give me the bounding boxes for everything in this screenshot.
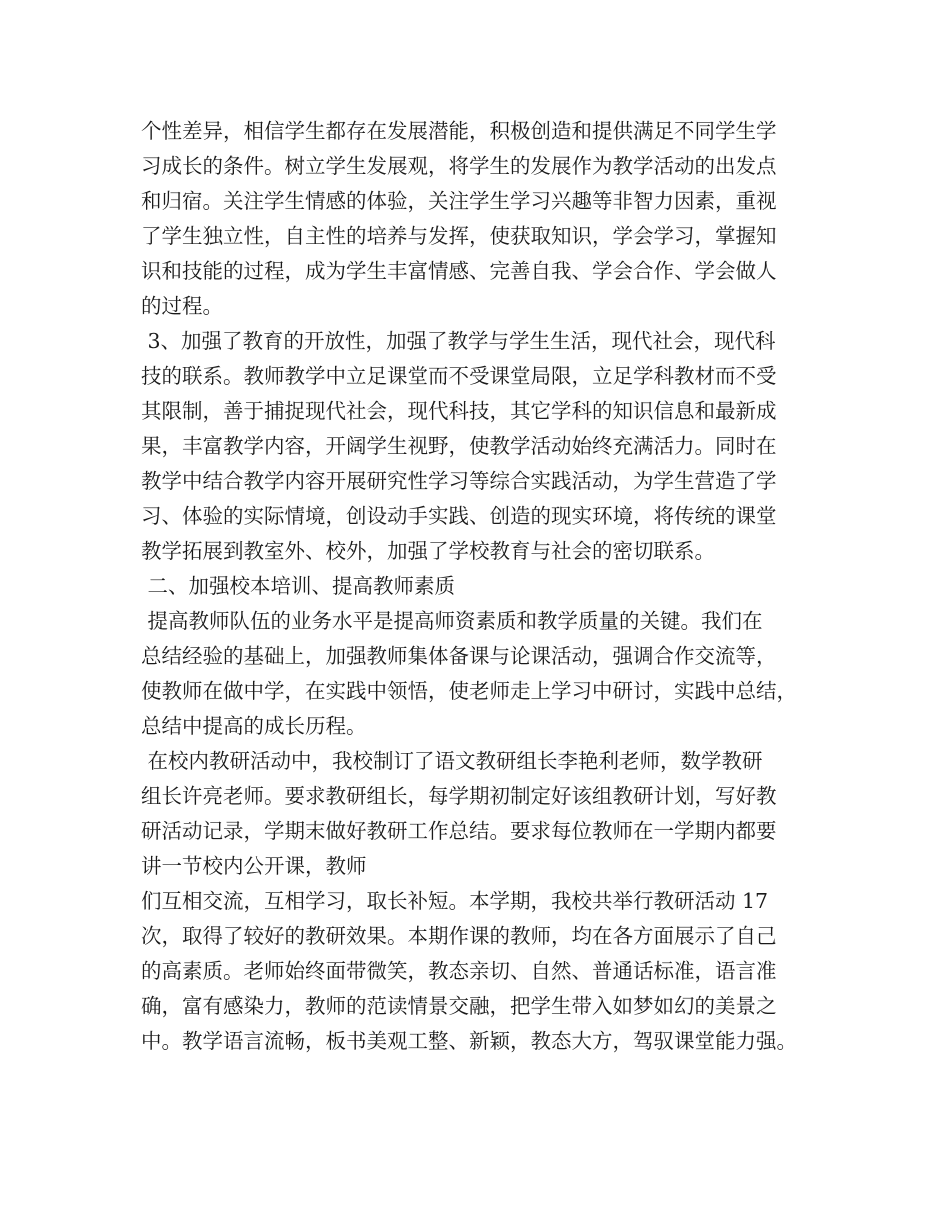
- text-line: 讲一节校内公开课，教师: [141, 854, 367, 878]
- text-line: 个性差异，相信学生都存在发展潜能，积极创造和提供满足不同学生学: [141, 119, 777, 143]
- text-line: 们互相交流，互相学习，取长补短。本学期，我校共举行教研活动 17: [141, 889, 769, 913]
- text-line: 提高教师队伍的业务水平是提高师资素质和教学质量的关键。我们在: [141, 609, 763, 633]
- body-text: [141, 114, 831, 1059]
- text-line: 教学中结合教学内容开展研究性学习等综合实践活动，为学生营造了学: [141, 469, 777, 493]
- text-line: 习成长的条件。树立学生发展观，将学生的发展作为教学活动的出发点: [141, 154, 777, 178]
- text-line: 的高素质。老师始终面带微笑，教态亲切、自然、普通话标准，语言准: [141, 959, 777, 983]
- text-line: 的过程。: [141, 294, 223, 318]
- text-line: 和归宿。关注学生情感的体验，关注学生学习兴趣等非智力因素，重视: [141, 189, 777, 213]
- text-line: 在校内教研活动中，我校制订了语文教研组长李艳利老师，数学教研: [141, 749, 763, 773]
- text-line: 研活动记录，学期末做好教研工作总结。要求每位教师在一学期内都要: [141, 819, 777, 843]
- text-line: 确，富有感染力，教师的范读情景交融，把学生带入如梦如幻的美景之: [141, 994, 777, 1018]
- text-line: 次，取得了较好的教研效果。本期作课的教师，均在各方面展示了自己: [141, 924, 777, 948]
- text-line: 了学生独立性，自主性的培养与发挥，使获取知识，学会学习，掌握知: [141, 224, 777, 248]
- text-line: 其限制，善于捕捉现代社会，现代科技，其它学科的知识信息和最新成: [141, 399, 777, 423]
- text-line: 使教师在做中学，在实践中领悟，使老师走上学习中研讨，实践中总结，: [141, 679, 797, 703]
- text-line: 教学拓展到教室外、校外，加强了学校教育与社会的密切联系。: [141, 539, 715, 563]
- text-line: 习、体验的实际情境，创设动手实践、创造的现实环境，将传统的课堂: [141, 504, 777, 528]
- text-line: 中。教学语言流畅，板书美观工整、新颖，教态大方，驾驭课堂能力强。: [141, 1029, 797, 1053]
- text-line: 总结经验的基础上，加强教师集体备课与论课活动，强调合作交流等，: [141, 644, 777, 668]
- text-line: 果，丰富教学内容，开阔学生视野，使教学活动始终充满活力。同时在: [141, 434, 777, 458]
- section-heading: 二、加强校本培训、提高教师素质: [141, 574, 456, 598]
- text-line: 识和技能的过程，成为学生丰富情感、完善自我、学会合作、学会做人: [141, 259, 777, 283]
- section-item-3: 3、加强了教育的开放性，加强了教学与学生生活，现代社会，现代科: [141, 329, 776, 353]
- text-line: 组长许亮老师。要求教研组长，每学期初制定好该组教研计划，写好教: [141, 784, 777, 808]
- text-line: 技的联系。教师教学中立足课堂而不受课堂局限，立足学科教材而不受: [141, 364, 777, 388]
- text-line: 总结中提高的成长历程。: [141, 714, 367, 738]
